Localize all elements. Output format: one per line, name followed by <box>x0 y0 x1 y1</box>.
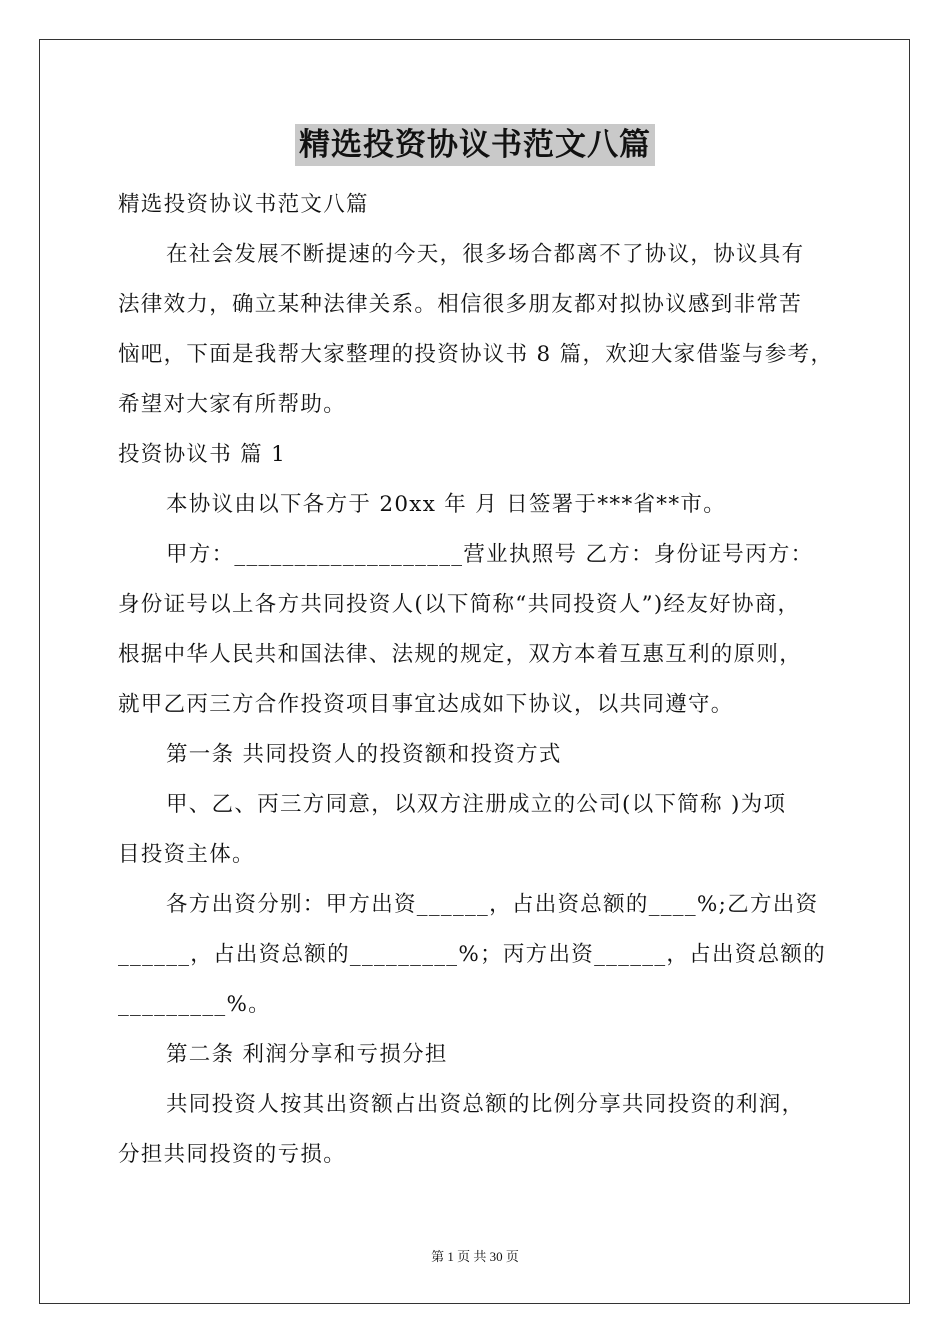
text-line: 法律效力，确立某种法律关系。相信很多朋友都对拟协议感到非常苦 <box>118 292 803 317</box>
text-line: 身份证号以上各方共同投资人(以下简称“共同投资人”)经友好协商， <box>118 592 801 617</box>
text-line: 共同投资人按其出资额占出资总额的比例分享共同投资的利润， <box>166 1092 805 1117</box>
text-line: 根据中华人民共和国法律、法规的规定，双方本着互惠互利的原则， <box>118 642 803 667</box>
text-line: 目投资主体。 <box>118 842 255 867</box>
article-heading: 第二条 利润分享和亏损分担 <box>166 1042 448 1067</box>
text-line: 甲、乙、丙三方同意，以双方注册成立的公司(以下简称 )为项 <box>166 792 787 817</box>
text-line: 各方出资分别：甲方出资______，占出资总额的____%;乙方出资 <box>166 892 819 917</box>
page-footer <box>0 1246 950 1265</box>
text-line: 在社会发展不断提速的今天，很多场合都离不了协议，协议具有 <box>166 242 805 267</box>
title-area <box>0 124 950 166</box>
text-line: 就甲乙丙三方合作投资项目事宜达成如下协议，以共同遵守。 <box>118 692 734 717</box>
text-line: ______，占出资总额的_________%；丙方出资______，占出资总额的 <box>118 942 826 967</box>
article-heading: 第一条 共同投资人的投资额和投资方式 <box>166 742 562 767</box>
text-line: _________%。 <box>118 992 271 1017</box>
document-title: 精选投资协议书范文八篇 <box>295 124 655 166</box>
text-line: 希望对大家有所帮助。 <box>118 392 347 417</box>
text-line: 精选投资协议书范文八篇 <box>118 192 369 217</box>
page-number: 第 1 页 共 30 页 <box>431 1249 519 1264</box>
text-line: 本协议由以下各方于 20xx 年 月 日签署于***省**市。 <box>166 492 726 517</box>
text-line: 恼吧，下面是我帮大家整理的投资协议书 8 篇，欢迎大家借鉴与参考， <box>118 342 834 367</box>
text-line: 分担共同投资的亏损。 <box>118 1142 347 1167</box>
section-heading: 投资协议书 篇 1 <box>118 442 287 467</box>
document-body <box>118 180 843 1180</box>
text-line: 甲方：___________________营业执照号 乙方：身份证号丙方： <box>166 542 814 567</box>
